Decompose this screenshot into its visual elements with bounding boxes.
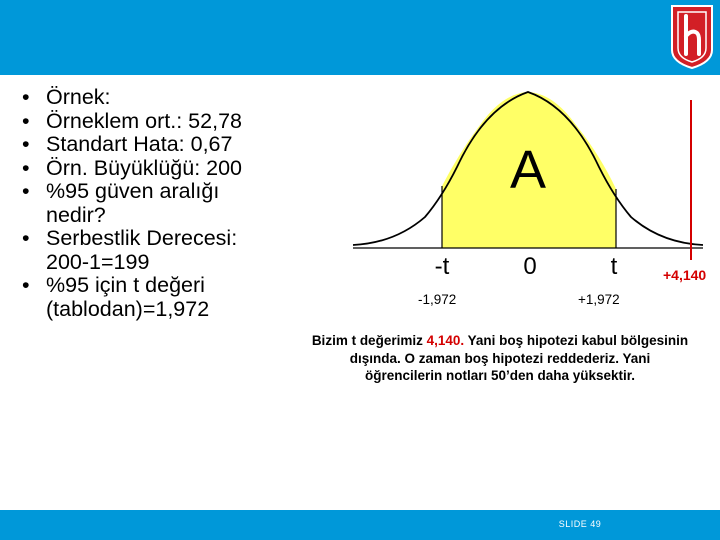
conclusion-note	[310, 332, 690, 385]
region-label: A	[509, 140, 547, 200]
observed-t-label: +4,140	[663, 267, 707, 283]
note-intro: Bizim t değerimiz	[311, 333, 427, 348]
tick-minus-t: -t	[434, 253, 450, 280]
header-bar	[0, 0, 720, 75]
lower-critical-label: -1,972	[418, 292, 457, 307]
bullet-standard-error: • Standart Hata: 0,67	[22, 133, 252, 157]
bullet-confidence-question: • %95 güven aralığı nedir?	[22, 180, 252, 227]
upper-critical-label: +1,972	[578, 292, 620, 307]
bullet-t-value: • %95 için t değeri (tablodan)=1,972	[22, 274, 252, 321]
university-logo	[668, 2, 716, 70]
bullet-degrees-of-freedom: • Serbestlik Derecesi: 200-1=199	[22, 227, 252, 274]
bullet-ornek: • Örnek:	[22, 86, 252, 110]
note-t-value: 4,140.	[426, 333, 465, 348]
footer-bar	[0, 510, 720, 540]
bullet-list	[22, 86, 252, 321]
note-conclusion: Yani boş hipotezi kabul bölgesinin dışında. O zaman boş hipotezi reddederiz. Yani öğrencilerin notları 50’den daha yüksektir.	[349, 333, 689, 383]
tick-t: t	[610, 253, 618, 280]
bullet-sample-mean: • Örneklem ort.: 52,78	[22, 110, 252, 134]
tick-zero: 0	[523, 253, 537, 280]
bullet-sample-size: • Örn. Büyüklüğü: 200	[22, 157, 252, 181]
slide-number: SLIDE 49	[558, 519, 602, 529]
